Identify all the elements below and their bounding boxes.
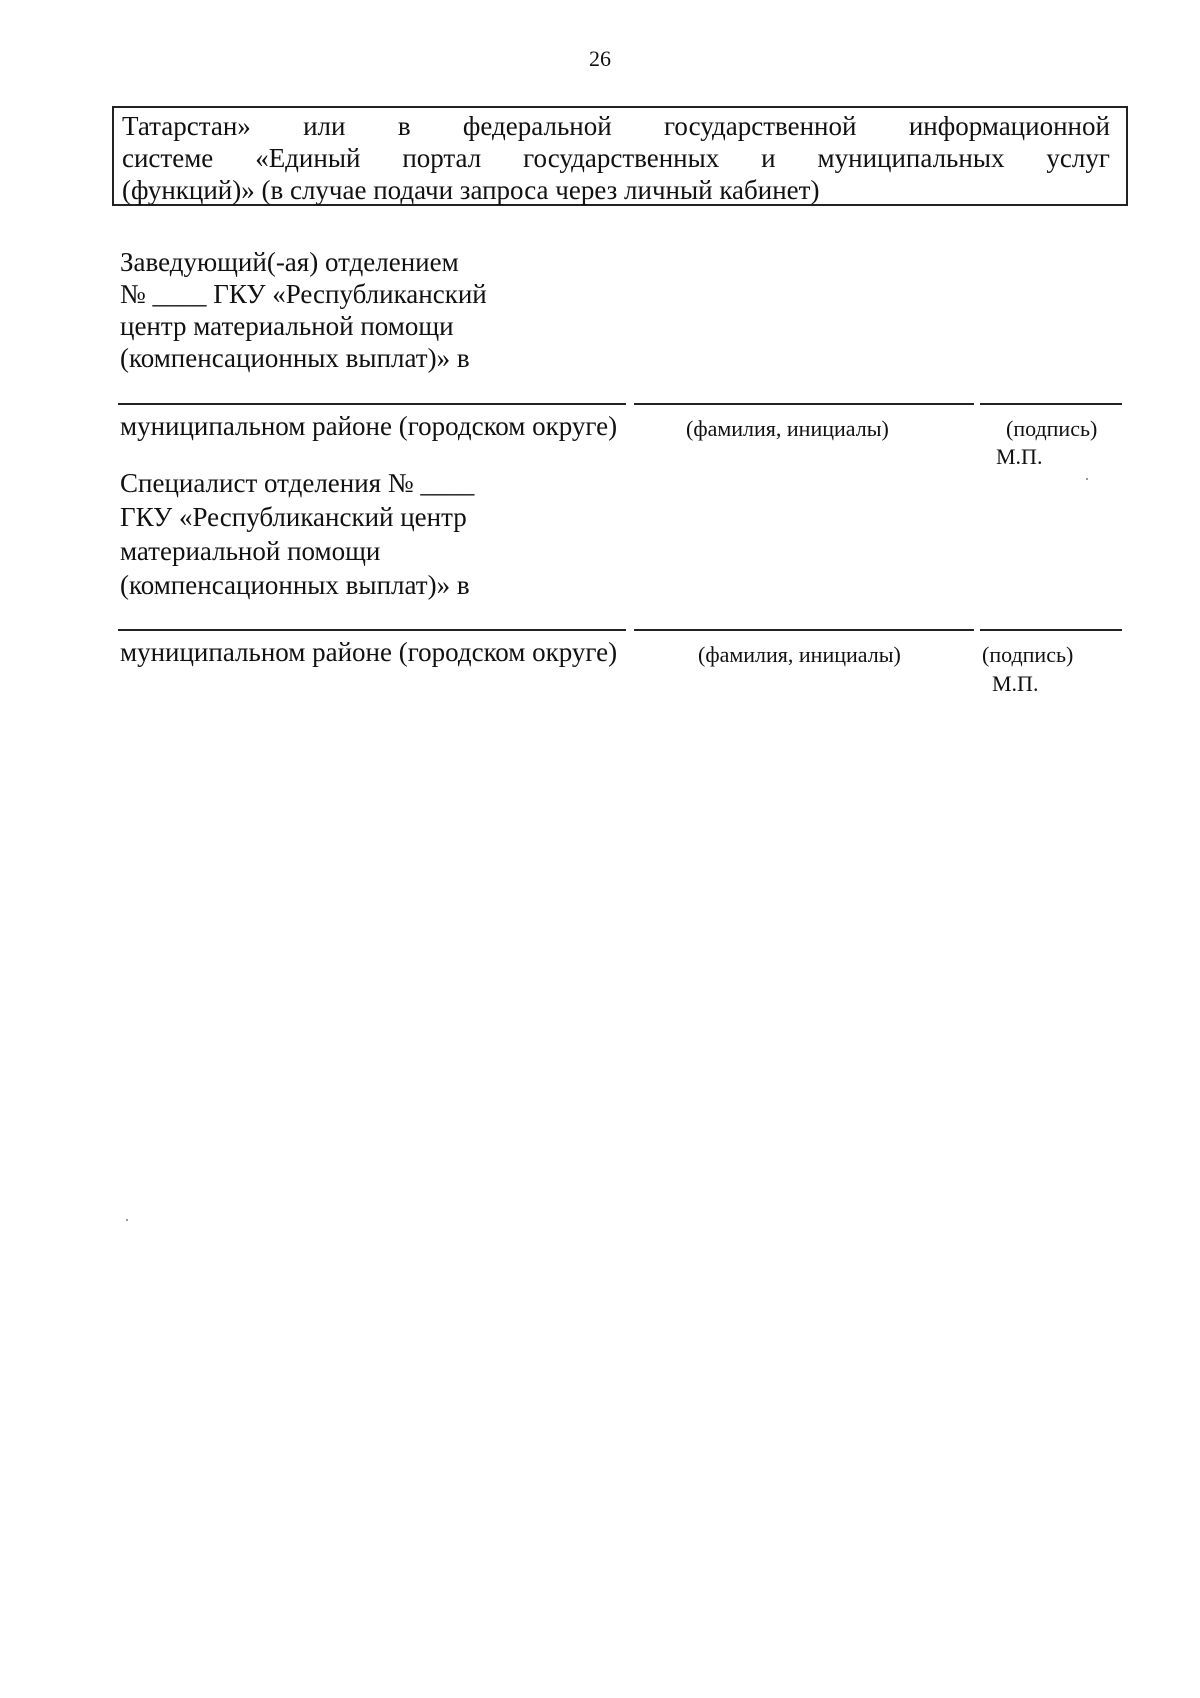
specialist-title-line-3: материальной помощи — [120, 536, 381, 566]
signature-line — [980, 403, 1122, 405]
specialist-title-line-4: (компенсационных выплат)» в — [120, 570, 470, 600]
boxed-line-3: (функций)» (в случае подачи запроса через личный кабинет) — [122, 175, 820, 205]
head-title-line-2: № ____ ГКУ «Республиканский — [120, 279, 487, 309]
word: услуг — [1046, 143, 1110, 173]
word: и — [761, 143, 776, 173]
name-caption: (фамилия, инициалы) — [686, 416, 889, 441]
name-line — [634, 403, 974, 405]
word: системе — [122, 143, 214, 173]
stamp-label: М.П. — [996, 444, 1043, 469]
word: муниципальных — [817, 143, 1005, 173]
word: информационной — [908, 111, 1110, 141]
word: государственной — [664, 111, 857, 141]
specialist-title-line-1: Специалист отделения № ____ — [120, 468, 475, 498]
word: федеральной — [462, 111, 612, 141]
stamp-label: М.П. — [992, 671, 1039, 696]
word: или — [303, 111, 346, 141]
word: «Единый — [255, 143, 361, 173]
boxed-line-2 — [122, 142, 1110, 174]
word: в — [397, 111, 411, 141]
word: Татарстан» — [122, 111, 251, 141]
scan-speck — [126, 1219, 128, 1221]
head-title-line-3: центр материальной помощи — [120, 311, 454, 341]
district-caption: муниципальном районе (городском округе) — [120, 637, 618, 667]
signature-caption: (подпись) — [1006, 416, 1098, 441]
specialist-title-line-2: ГКУ «Республиканский центр — [120, 502, 467, 532]
boxed-line-1 — [122, 110, 1110, 142]
district-line — [118, 629, 626, 631]
head-title-line-1: Заведующий(-ая) отделением — [120, 247, 459, 277]
name-line — [634, 629, 974, 631]
district-caption: муниципальном районе (городском округе) — [120, 411, 618, 441]
signature-caption: (подпись) — [982, 642, 1074, 667]
word: государственных — [523, 143, 720, 173]
head-title-line-4: (компенсационных выплат)» в — [120, 343, 470, 373]
page-number: 26 — [589, 46, 611, 71]
name-caption: (фамилия, инициалы) — [698, 642, 901, 667]
district-line — [118, 403, 626, 405]
word: портал — [402, 143, 482, 173]
scan-speck — [1086, 478, 1088, 480]
boxed-paragraph — [112, 106, 1128, 206]
signature-line — [980, 629, 1122, 631]
